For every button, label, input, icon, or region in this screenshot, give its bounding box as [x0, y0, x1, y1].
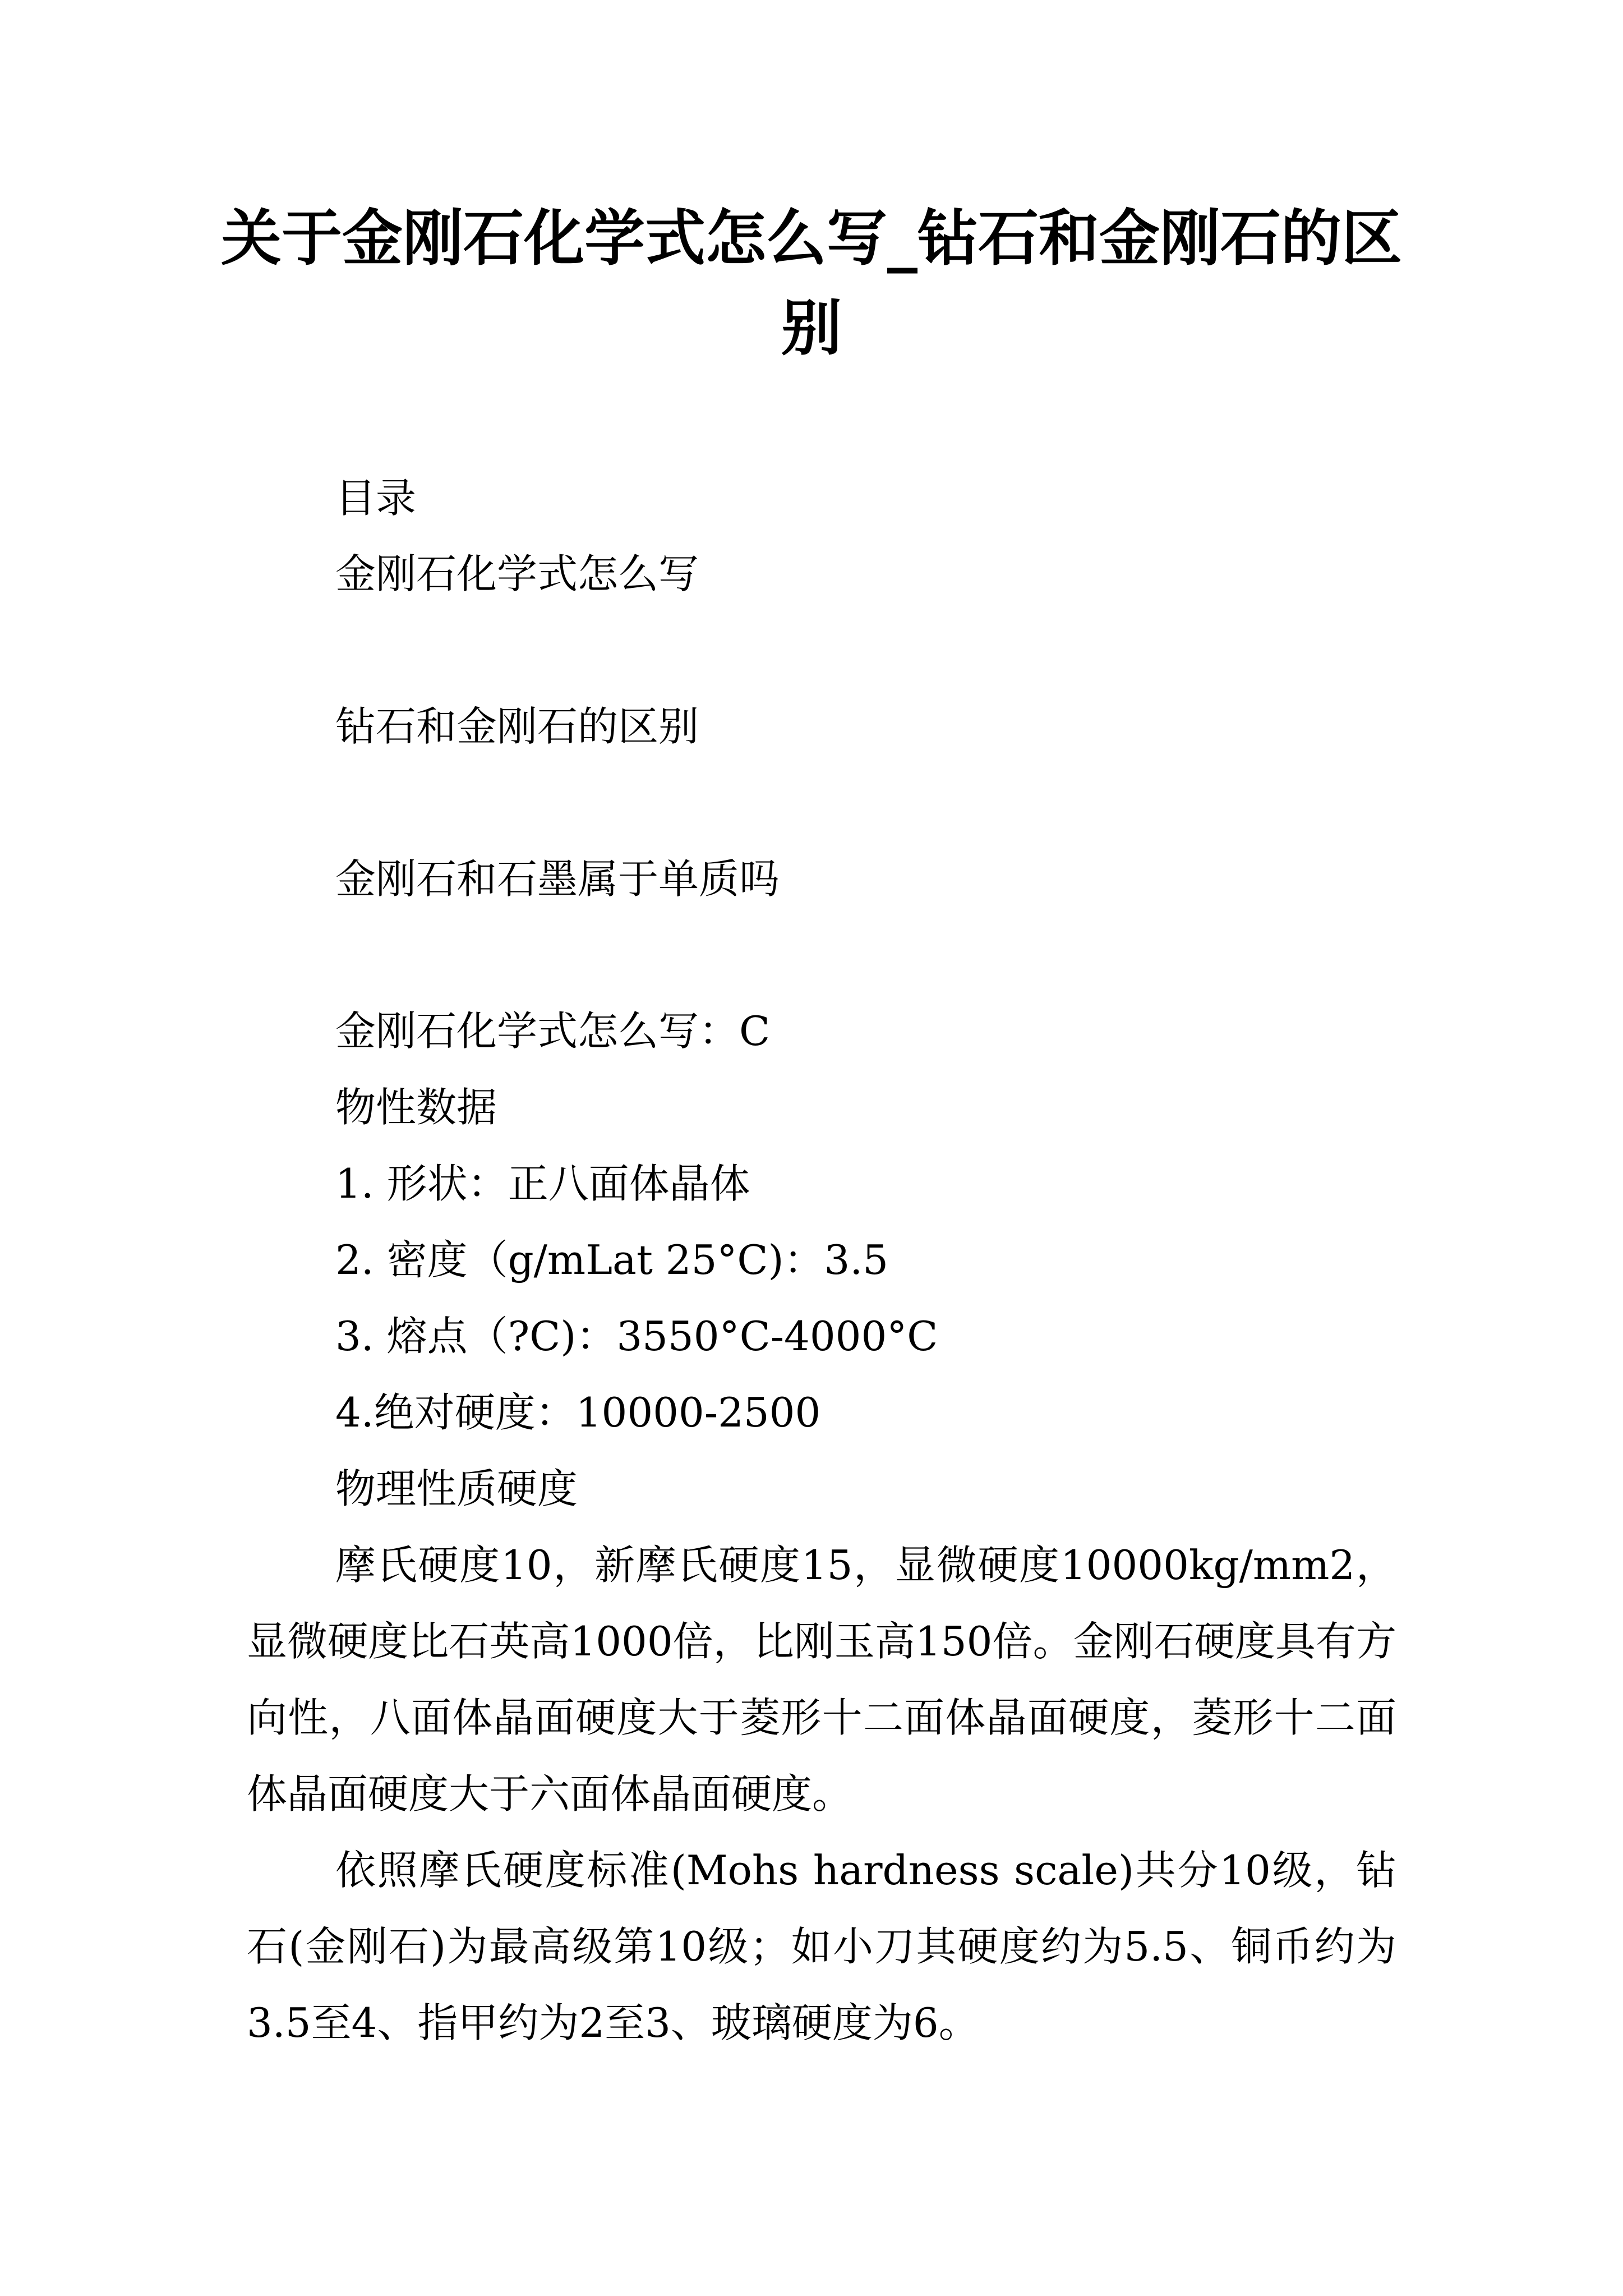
toc-item-elemental[interactable]: 金刚石和石墨属于单质吗 [335, 855, 780, 903]
formula-line: 金刚石化学式怎么写：C [335, 1007, 771, 1055]
data-item-shape: 1. 形状：正八面体晶体 [335, 1160, 750, 1207]
document-title: 关于金刚石化学式怎么写_钻石和金刚石的区别 [220, 203, 1402, 364]
physical-data-heading: 物性数据 [335, 1084, 497, 1131]
toc-item-formula[interactable]: 金刚石化学式怎么写 [335, 550, 699, 597]
paragraph-hardness: 摩氏硬度10，新摩氏硬度15，显微硬度10000kg/mm2，显微硬度比石英高1000倍，比刚玉高150倍。金刚石硬度具有方向性，八面体晶面硬度大于菱形十二面体晶面硬度，菱形十二面体晶面硬度大于六面体晶面硬度。 [247, 1542, 1396, 1818]
paragraph-mohs-scale: 依照摩氏硬度标准(Mohs hardness scale)共分10级，钻石(金刚石)为最高级第10级；如小刀其硬度约为5.5、铜币约为3.5至4、指甲约为2至3、玻璃硬度为6。 [247, 1847, 1396, 2046]
toc-item-difference[interactable]: 钻石和金刚石的区别 [335, 703, 699, 750]
toc-heading: 目录 [335, 475, 417, 522]
data-item-density: 2. 密度（g/mLat 25°C)：3.5 [335, 1236, 889, 1283]
data-item-melting-point: 3. 熔点（?C)：3550°C-4000°C [335, 1313, 938, 1360]
hardness-heading: 物理性质硬度 [335, 1465, 578, 1512]
data-item-absolute-hardness: 4.绝对硬度：10000-2500 [335, 1389, 821, 1436]
